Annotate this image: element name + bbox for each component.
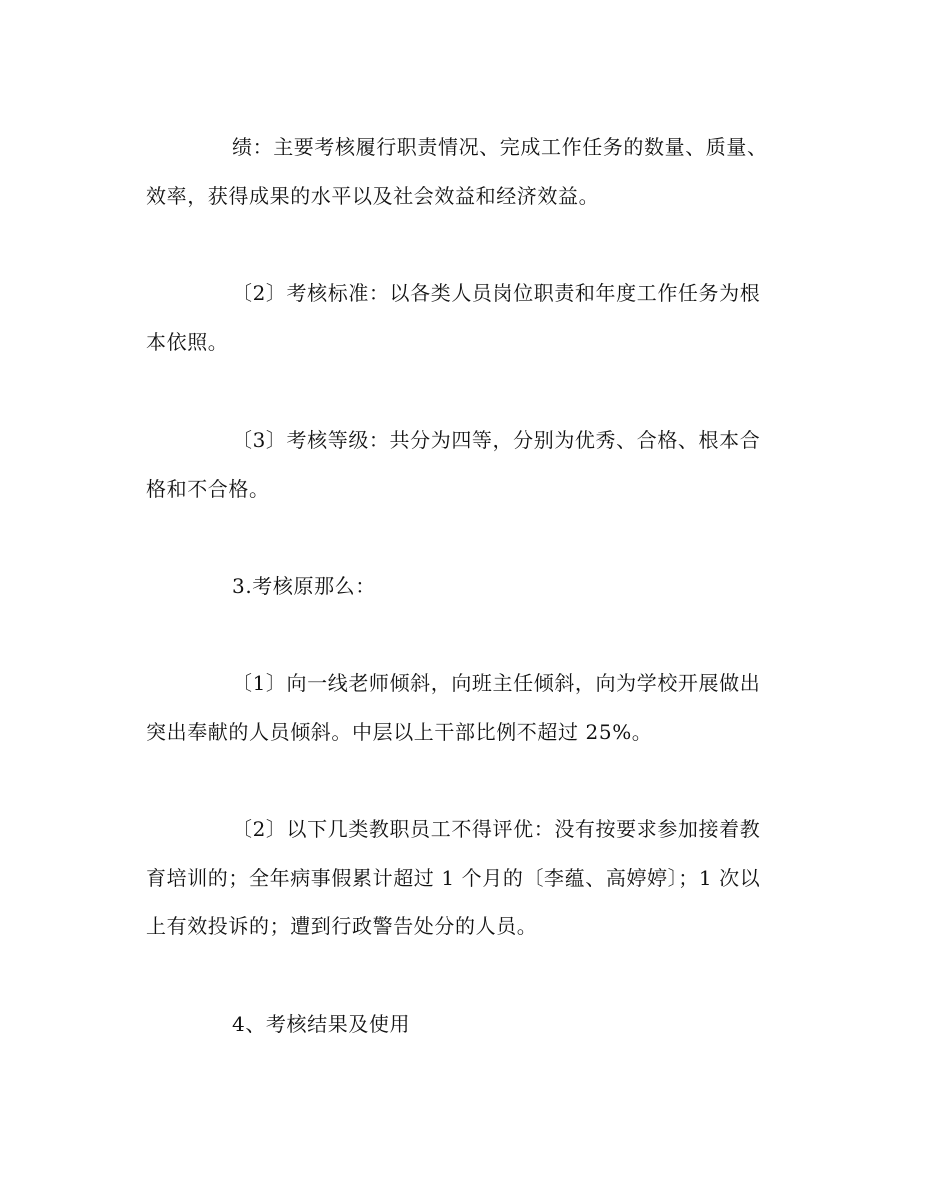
paragraph-line: 本依照。 (146, 330, 229, 354)
paragraph-line: 绩：主要考核履行职责情况、完成工作任务的数量、质量、 (232, 135, 768, 159)
paragraph-line: 〔2〕以下几类教职员工不得评优：没有按要求参加接着教 (232, 817, 761, 841)
section-heading: 3.考核原那么： (232, 574, 376, 598)
paragraph-line: 〔3〕考核等级：共分为四等，分别为优秀、合格、根本合 (232, 428, 761, 452)
paragraph-line: 突出奉献的人员倾斜。中层以上干部比例不超过 25%。 (146, 720, 653, 744)
paragraph-line: 上有效投诉的；遭到行政警告处分的人员。 (146, 914, 538, 938)
paragraph-line: 效率，获得成果的水平以及社会效益和经济效益。 (146, 184, 600, 208)
paragraph-line: 格和不合格。 (146, 477, 270, 501)
paragraph-line: 〔2〕考核标准：以各类人员岗位职责和年度工作任务为根 (232, 281, 761, 305)
section-heading: 4、考核结果及使用 (232, 1012, 411, 1036)
paragraph-line: 〔1〕向一线老师倾斜，向班主任倾斜，向为学校开展做出 (232, 671, 761, 695)
paragraph-line: 育培训的；全年病事假累计超过 1 个月的〔李蕴、高婷婷〕；1 次以 (146, 866, 761, 890)
